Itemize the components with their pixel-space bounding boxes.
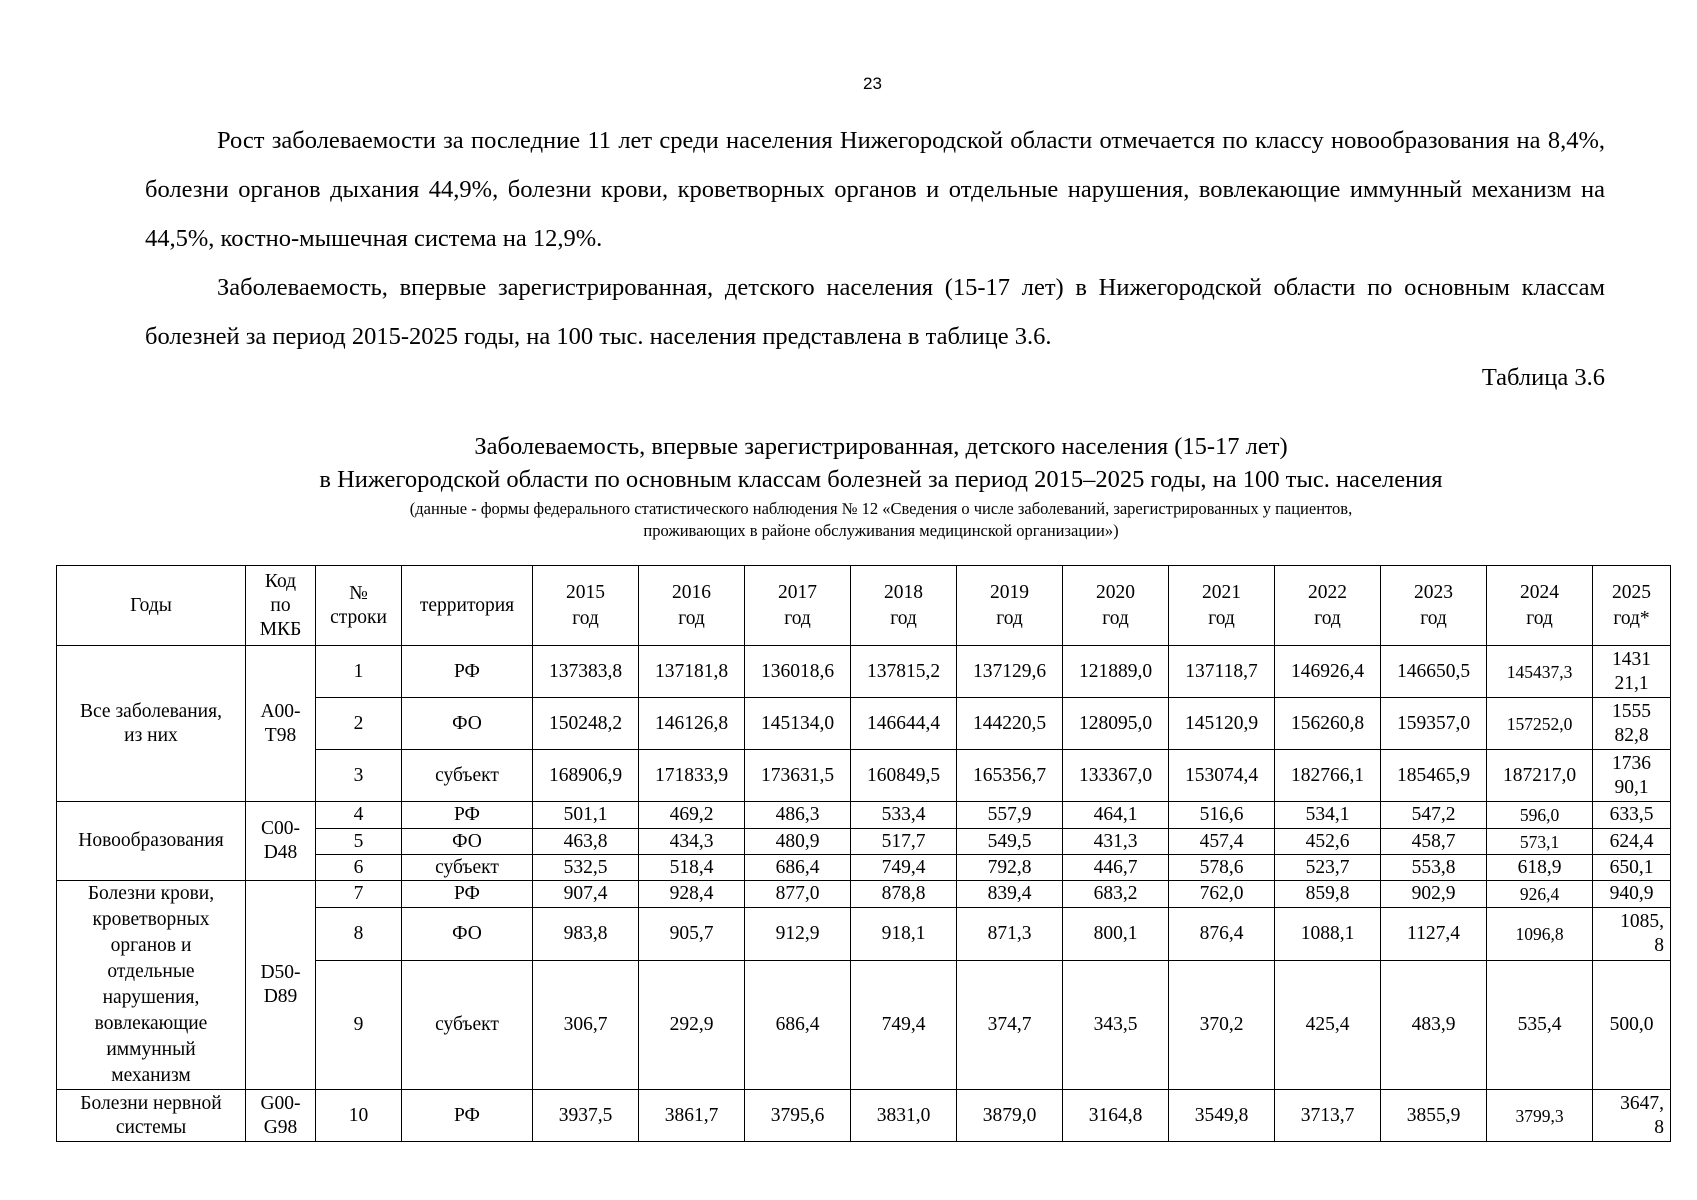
value-cell: 446,7 <box>1063 855 1169 881</box>
value-cell-2025: 1431 21,1 <box>1593 646 1671 698</box>
value-cell: 168906,9 <box>533 750 639 802</box>
value-cell-2025: 1736 90,1 <box>1593 750 1671 802</box>
value-cell: 483,9 <box>1381 960 1487 1090</box>
value-cell: 486,3 <box>745 802 851 829</box>
value-cell: 159357,0 <box>1381 698 1487 750</box>
header-years: Годы <box>57 566 246 646</box>
value-cell: 136018,6 <box>745 646 851 698</box>
value-cell: 553,8 <box>1381 855 1487 881</box>
table-caption-line1: Заболеваемость, впервые зарегистрированная, детского населения (15-17 лет) <box>474 433 1288 460</box>
value-cell: 156260,8 <box>1275 698 1381 750</box>
code-all-diseases: A00- T98 <box>246 646 316 802</box>
header-row-number: № строки <box>316 566 402 646</box>
value-cell: 578,6 <box>1169 855 1275 881</box>
value-cell: 153074,4 <box>1169 750 1275 802</box>
code-nervous-system: G00- G98 <box>246 1090 316 1142</box>
header-2021: 2021 год <box>1169 566 1275 646</box>
value-cell-2025: 940,9 <box>1593 881 1671 908</box>
value-cell: 871,3 <box>957 907 1063 960</box>
value-cell: 182766,1 <box>1275 750 1381 802</box>
value-cell: 547,2 <box>1381 802 1487 829</box>
value-cell-2025: 650,1 <box>1593 855 1671 881</box>
value-cell: 434,3 <box>639 829 745 855</box>
value-cell: 912,9 <box>745 907 851 960</box>
row-number: 6 <box>316 855 402 881</box>
value-cell: 150248,2 <box>533 698 639 750</box>
code-neoplasms: C00- D48 <box>246 802 316 881</box>
value-cell: 1088,1 <box>1275 907 1381 960</box>
table-row <box>57 1090 1671 1142</box>
value-cell: 146644,4 <box>851 698 957 750</box>
value-cell: 928,4 <box>639 881 745 908</box>
header-code: Код по МКБ <box>246 566 316 646</box>
value-cell: 533,4 <box>851 802 957 829</box>
value-cell: 573,1 <box>1487 829 1593 855</box>
value-cell: 3855,9 <box>1381 1090 1487 1142</box>
value-cell: 686,4 <box>745 855 851 881</box>
territory-cell: ФО <box>402 829 533 855</box>
table-row <box>57 646 1671 698</box>
territory-cell: ФО <box>402 907 533 960</box>
header-2025: 2025 год* <box>1593 566 1671 646</box>
value-cell: 457,4 <box>1169 829 1275 855</box>
value-cell: 3799,3 <box>1487 1090 1593 1142</box>
value-cell: 137118,7 <box>1169 646 1275 698</box>
value-cell: 128095,0 <box>1063 698 1169 750</box>
value-cell: 686,4 <box>745 960 851 1090</box>
territory-cell: субъект <box>402 750 533 802</box>
territory-cell: субъект <box>402 855 533 881</box>
header-2022: 2022 год <box>1275 566 1381 646</box>
table-row <box>57 802 1671 829</box>
row-number: 3 <box>316 750 402 802</box>
row-number: 5 <box>316 829 402 855</box>
value-cell: 518,4 <box>639 855 745 881</box>
value-cell: 557,9 <box>957 802 1063 829</box>
value-cell: 431,3 <box>1063 829 1169 855</box>
group-neoplasms: Новообразования <box>57 802 246 881</box>
value-cell: 3164,8 <box>1063 1090 1169 1142</box>
value-cell: 549,5 <box>957 829 1063 855</box>
group-nervous-system: Болезни нервной системы <box>57 1090 246 1142</box>
value-cell: 878,8 <box>851 881 957 908</box>
value-cell: 144220,5 <box>957 698 1063 750</box>
value-cell: 343,5 <box>1063 960 1169 1090</box>
territory-cell: РФ <box>402 881 533 908</box>
group-blood-diseases: Болезни крови, кроветворных органов и отдельные нарушения, вовлекающие иммунный механизм <box>57 881 246 1090</box>
value-cell: 145437,3 <box>1487 646 1593 698</box>
value-cell: 157252,0 <box>1487 698 1593 750</box>
value-cell: 165356,7 <box>957 750 1063 802</box>
value-cell: 983,8 <box>533 907 639 960</box>
value-cell: 3831,0 <box>851 1090 957 1142</box>
value-cell: 137181,8 <box>639 646 745 698</box>
value-cell: 1127,4 <box>1381 907 1487 960</box>
group-all-diseases: Все заболевания, из них <box>57 646 246 802</box>
value-cell: 187217,0 <box>1487 750 1593 802</box>
value-cell-2025: 1085, 8 <box>1593 907 1671 960</box>
value-cell: 517,7 <box>851 829 957 855</box>
row-number: 8 <box>316 907 402 960</box>
paragraph-growth: Рост заболеваемости за последние 11 лет среди населения Нижегородской области отмечается по классу новообразования на 8,4%, болезни органов дыхания 44,9%, болезни крови, кроветворных органов и отдельные нарушения, вовлекающие иммунный механизм на 44,5%, костно-мышечная система на 12,9%. <box>145 127 1605 252</box>
row-number: 9 <box>316 960 402 1090</box>
header-2017: 2017 год <box>745 566 851 646</box>
value-cell: 137383,8 <box>533 646 639 698</box>
table-caption-line2: в Нижегородской области по основным классам болезней за период 2015–2025 годы, на 100 тыс. населения <box>319 466 1443 493</box>
page-number: 23 <box>863 74 882 93</box>
value-cell: 902,9 <box>1381 881 1487 908</box>
code-blood-diseases: D50- D89 <box>246 881 316 1090</box>
value-cell: 171833,9 <box>639 750 745 802</box>
value-cell: 800,1 <box>1063 907 1169 960</box>
value-cell: 3795,6 <box>745 1090 851 1142</box>
value-cell: 907,4 <box>533 881 639 908</box>
value-cell: 501,1 <box>533 802 639 829</box>
row-number: 10 <box>316 1090 402 1142</box>
value-cell: 926,4 <box>1487 881 1593 908</box>
value-cell-2025: 3647, 8 <box>1593 1090 1671 1142</box>
value-cell: 905,7 <box>639 907 745 960</box>
row-number: 2 <box>316 698 402 750</box>
value-cell: 523,7 <box>1275 855 1381 881</box>
header-territory: территория <box>402 566 533 646</box>
value-cell-2025: 500,0 <box>1593 960 1671 1090</box>
value-cell: 839,4 <box>957 881 1063 908</box>
value-cell: 596,0 <box>1487 802 1593 829</box>
value-cell: 876,4 <box>1169 907 1275 960</box>
header-2015: 2015 год <box>533 566 639 646</box>
value-cell: 749,4 <box>851 855 957 881</box>
value-cell: 1096,8 <box>1487 907 1593 960</box>
table-row <box>57 881 1671 908</box>
value-cell: 370,2 <box>1169 960 1275 1090</box>
territory-cell: РФ <box>402 1090 533 1142</box>
table-caption-source <box>56 498 1697 542</box>
row-number: 7 <box>316 881 402 908</box>
territory-cell: РФ <box>402 802 533 829</box>
value-cell: 535,4 <box>1487 960 1593 1090</box>
value-cell: 121889,0 <box>1063 646 1169 698</box>
value-cell-2025: 633,5 <box>1593 802 1671 829</box>
territory-cell: ФО <box>402 698 533 750</box>
value-cell: 792,8 <box>957 855 1063 881</box>
territory-cell: субъект <box>402 960 533 1090</box>
value-cell: 516,6 <box>1169 802 1275 829</box>
value-cell: 464,1 <box>1063 802 1169 829</box>
value-cell: 145134,0 <box>745 698 851 750</box>
value-cell: 292,9 <box>639 960 745 1090</box>
value-cell: 534,1 <box>1275 802 1381 829</box>
value-cell: 762,0 <box>1169 881 1275 908</box>
header-row <box>57 566 1671 646</box>
value-cell: 3861,7 <box>639 1090 745 1142</box>
header-2019: 2019 год <box>957 566 1063 646</box>
value-cell-2025: 624,4 <box>1593 829 1671 855</box>
value-cell: 859,8 <box>1275 881 1381 908</box>
value-cell: 3713,7 <box>1275 1090 1381 1142</box>
morbidity-table <box>56 565 1671 1142</box>
value-cell: 137815,2 <box>851 646 957 698</box>
value-cell: 160849,5 <box>851 750 957 802</box>
value-cell: 458,7 <box>1381 829 1487 855</box>
value-cell: 463,8 <box>533 829 639 855</box>
value-cell: 306,7 <box>533 960 639 1090</box>
value-cell: 469,2 <box>639 802 745 829</box>
value-cell: 452,6 <box>1275 829 1381 855</box>
value-cell-2025: 1555 82,8 <box>1593 698 1671 750</box>
value-cell: 3879,0 <box>957 1090 1063 1142</box>
value-cell: 137129,6 <box>957 646 1063 698</box>
header-2018: 2018 год <box>851 566 957 646</box>
value-cell: 480,9 <box>745 829 851 855</box>
table-label: Таблица 3.6 <box>1481 364 1605 391</box>
value-cell: 146126,8 <box>639 698 745 750</box>
value-cell: 146926,4 <box>1275 646 1381 698</box>
source-line1: (данные - формы федерального статистического наблюдения № 12 «Сведения о числе заболеваний, зарегистрированных у пациентов, <box>409 499 1353 518</box>
value-cell: 173631,5 <box>745 750 851 802</box>
value-cell: 683,2 <box>1063 881 1169 908</box>
header-2020: 2020 год <box>1063 566 1169 646</box>
value-cell: 618,9 <box>1487 855 1593 881</box>
header-2024: 2024 год <box>1487 566 1593 646</box>
value-cell: 918,1 <box>851 907 957 960</box>
header-2016: 2016 год <box>639 566 745 646</box>
value-cell: 877,0 <box>745 881 851 908</box>
value-cell: 146650,5 <box>1381 646 1487 698</box>
source-line2: проживающих в районе обслуживания медицинской организации») <box>643 521 1119 540</box>
header-2023: 2023 год <box>1381 566 1487 646</box>
value-cell: 133367,0 <box>1063 750 1169 802</box>
row-number: 4 <box>316 802 402 829</box>
value-cell: 185465,9 <box>1381 750 1487 802</box>
value-cell: 532,5 <box>533 855 639 881</box>
value-cell: 145120,9 <box>1169 698 1275 750</box>
value-cell: 3937,5 <box>533 1090 639 1142</box>
row-number: 1 <box>316 646 402 698</box>
value-cell: 374,7 <box>957 960 1063 1090</box>
paragraph-intro-table: Заболеваемость, впервые зарегистрированная, детского населения (15-17 лет) в Нижегородской области по основным классам болезней за период 2015-2025 годы, на 100 тыс. населения представлена в таблице 3.6. <box>145 274 1605 350</box>
value-cell: 3549,8 <box>1169 1090 1275 1142</box>
territory-cell: РФ <box>402 646 533 698</box>
value-cell: 749,4 <box>851 960 957 1090</box>
value-cell: 425,4 <box>1275 960 1381 1090</box>
